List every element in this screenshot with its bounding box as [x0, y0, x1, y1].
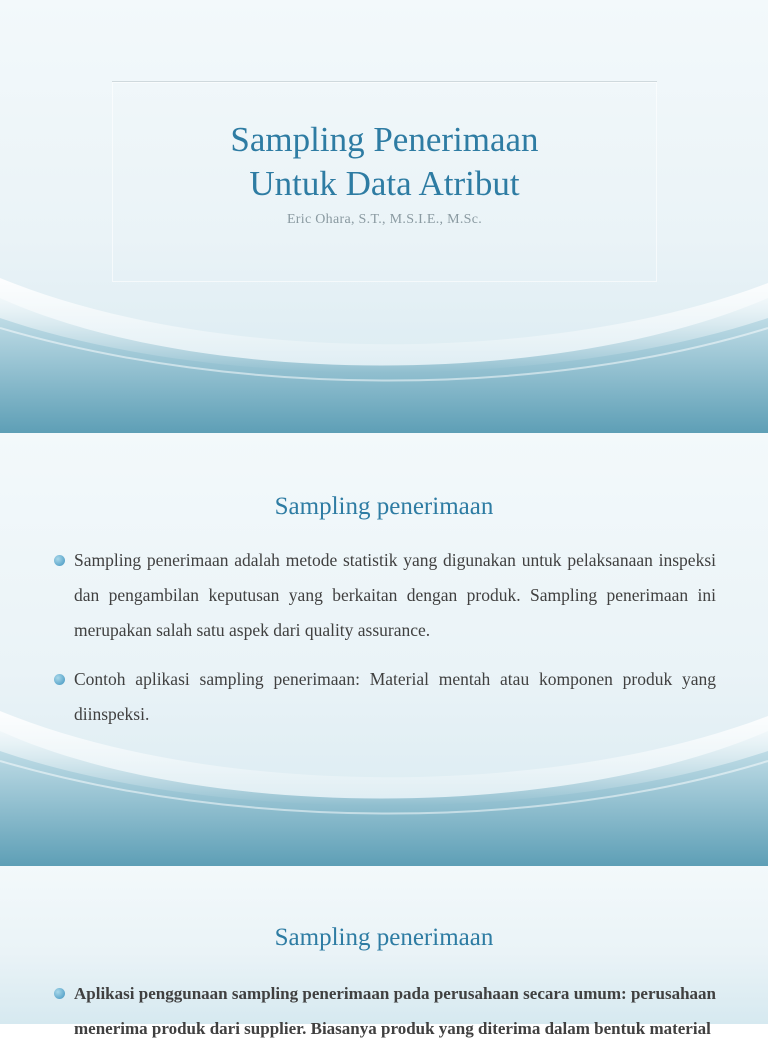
bullet-dot-icon: [54, 674, 65, 685]
list-item: [54, 662, 716, 732]
title-placeholder: [112, 81, 657, 282]
title-line-2: Untuk Data Atribut: [249, 164, 520, 203]
bullet-text: Contoh aplikasi sampling penerimaan: Material mentah atau komponen produk yang diinspeksi.: [74, 669, 716, 724]
bullet-list: [54, 976, 716, 1060]
list-item: [54, 976, 716, 1046]
bullet-dot-icon: [54, 988, 65, 999]
slide-heading: Sampling penerimaan: [274, 493, 494, 520]
bullet-dot-icon: [54, 555, 65, 566]
slide-heading: Sampling penerimaan: [274, 924, 494, 951]
bullet-text: Sampling penerimaan adalah metode statistik yang digunakan untuk pelaksanaan inspeksi dan pengambilan keputusan yang berkaitan dengan produk. Sampling penerimaan ini merupakan salah satu aspek dari quality assurance.: [74, 550, 716, 640]
bullet-text: Aplikasi penggunaan sampling penerimaan pada perusahaan secara umum: perusahaan menerima produk dari supplier. Biasanya produk yang diterima dalam bentuk material: [74, 984, 716, 1038]
bullet-list: [54, 543, 716, 746]
presentation-title: [112, 118, 657, 206]
title-line-1: Sampling Penerimaan: [230, 120, 539, 159]
content-slide-3: [0, 866, 768, 1038]
title-slide: [0, 0, 768, 433]
author-subtitle: Eric Ohara, S.T., M.S.I.E., M.Sc.: [286, 212, 483, 227]
wave-decoration: [0, 258, 768, 433]
list-item: [54, 543, 716, 648]
content-slide-2: [0, 433, 768, 866]
